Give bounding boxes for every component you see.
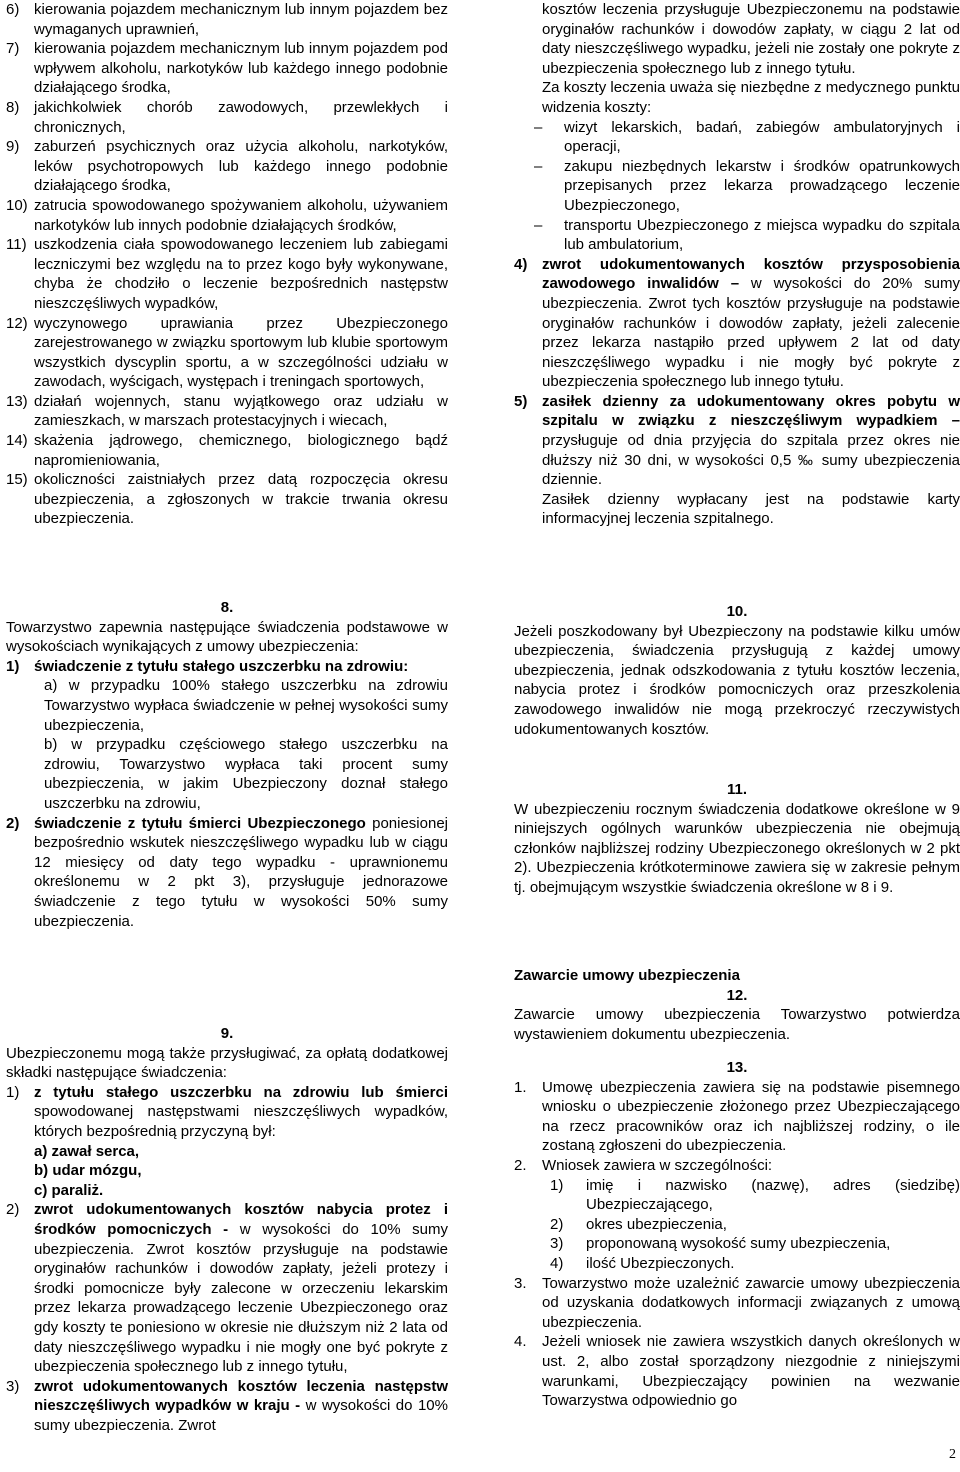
section-13-item-4: 4. Jeżeli wniosek nie zawiera wszystkich danych określonych w ust. 2, albo został sporządzony niezgodnie z niniejszymi warunkami, Ubezpieczający powinien na wezwanie Towarzystwa odpowiednio go [514, 1333, 960, 1410]
section-8-item-2: 2) świadczenie z tytułu śmierci Ubezpieczonego poniesionej bezpośrednio wskutek nieszczęśliwego wypadku lub w ciągu 12 miesięcy od daty tego wypadku - uprawnionemu określonemu w 2 pkt 3), przysługuje jednorazowe świadczenie z tego tytułu w wysokości 50% sumy ubezpieczenia. [6, 814, 449, 930]
exclusion-item-11: 11) uszkodzenia ciała spowodowanego leczeniem lub zabiegami leczniczymi bez względu na to przez kogo były wykonywane, chyba że chodziło o leczenie bezpośrednich następstw nieszczęśliwych wypadków, [6, 236, 448, 312]
section-9-item-2: 2) zwrot udokumentowanych kosztów nabycia protez i środków pomocniczych - w wysokości do 10% sumy ubezpieczenia. Zwrot kosztów przysługuje na podstawie oryginałów rachunków i dowodów zapłaty, jeżeli protezy i środki pomocnicze były zalecone w orzeczeniu lekarskim przez lekarza prowadzącego leczenie Ubezpieczonego oraz gdy koszty te poniesiono w okresie nie dłuższym niż 2 lata od daty nieszczęśliwego wypadku i nie mogły one być pokryte z ubezpieczenia społecznego lub z innego tytułu, [6, 1201, 449, 1376]
section-9-item-4: 4) zwrot udokumentowanych kosztów przysposobienia zawodowego inwalidów – w wysokości do 20% sumy ubezpieczenia. Zwrot tych kosztów przysługuje na podstawie oryginałów rachunków i dowodów zapłaty, jeżeli zalecenie przez lekarza nastąpiło przed upływem 2 lat od daty nieszczęśliwego wypadku i nie mogły być pokryte z ubezpieczenia społecznego lub innego tytułu. [514, 255, 960, 391]
section-9-sub-a: a) zawał serca, [34, 1142, 140, 1160]
section-13-item-1: 1. Umowę ubezpieczenia zawiera się na podstawie pisemnego wniosku o ubezpieczenie złożonego przez Ubezpieczającego na rzecz pracowników oraz ich najbliższej rodziny, o ile zostaną zgłoszeni do ubezpieczenia. [514, 1078, 960, 1155]
exclusion-item-13: 13) działań wojennych, stanu wyjątkowego oraz udziału w zamieszkach, w marszach protestacyjnych i wiecach, [6, 392, 448, 430]
section-10-number: 10. [726, 603, 748, 620]
exclusion-item-7: 7) kierowania pojazdem mechanicznym lub innym pojazdem pod wpływem alkoholu, narkotyków lub każdego innego podobnie działającego środka, [6, 40, 448, 97]
exclusion-item-8: 8) jakichkolwiek chorób zawodowych, przewlekłych i chronicznych, [6, 98, 448, 136]
section-8-item-1b: b) w przypadku częściowego stałego uszczerbku na zdrowiu, Towarzystwo wypłaca taki procent sumy ubezpieczenia, w jakim Ubezpieczony doznał stałego uszczerbku na zdrowiu, [44, 736, 448, 812]
item-3-continuation: kosztów leczenia przysługuje Ubezpieczonemu na podstawie oryginałów rachunków i dowodów zapłaty, w ciągu 2 lat od daty nieszczęśliwego wypadku, jeżeli nie zostały one pokryte z ubezpieczenia społecznego lub z innego tytułu. [542, 1, 960, 77]
exclusion-item-6: 6) kierowania pojazdem mechanicznym lub innym pojazdem bez wymaganych uprawnień, [6, 1, 448, 38]
section-12-number: 12. [726, 986, 748, 1004]
section-9 [6, 1024, 448, 1435]
page-number: 2 [949, 1447, 956, 1462]
exclusions-list [6, 0, 448, 529]
section-9-item-5-note: Zasiłek dzienny wypłacany jest na podstawie karty informacyjnej leczenia szpitalnego. [542, 490, 960, 528]
section-13-sub-2: 2) okres ubezpieczenia, [550, 1215, 727, 1233]
section-13 [514, 1058, 960, 1411]
section-13-item-2: 2. Wniosek zawiera w szczególności: [514, 1156, 773, 1174]
section-10 [514, 602, 960, 739]
exclusion-item-10: 10) zatrucia spowodowanego spożywaniem alkoholu, używaniem narkotyków lub innych podobnie działających środków, [6, 196, 448, 234]
section-8-item-1: 1) świadczenie z tytułu stałego uszczerbku na zdrowiu: [6, 657, 409, 675]
section-13-item-3: 3. Towarzystwo może uzależnić zawarcie umowy ubezpieczenia od uzyskania dodatkowych informacji związanych z umową ubezpieczenia. [514, 1274, 960, 1331]
section-8-item-1a: a) w przypadku 100% stałego uszczerbku na zdrowiu Towarzystwo wypłaca świadczenie w pełnej wysokości sumy ubezpieczenia, [44, 677, 448, 734]
section-11-text: W ubezpieczeniu rocznym świadczenia dodatkowe określone w 9 niniejszych ogólnych warunków ubezpieczenia nie obejmują członków najbliższej rodziny Ubezpieczonego określonych w 2 pkt 2). Ubezpieczenia krótkoterminowe zawiera się w zakresie pełnym tj. obejmującym wszystkie świadczenia określone w 8 i 9. [514, 800, 960, 896]
exclusion-item-15: 15) okoliczności zaistniałych przez datą rozpoczęcia okresu ubezpieczenia, a zgłoszonych w trakcie trwania okresu ubezpieczenia. [6, 471, 448, 528]
cost-item-medicines: – zakupu niezbędnych lekarstw i środków opatrunkowych przepisanych przez lekarza prowadzącego leczenie Ubezpieczonego, [534, 157, 960, 214]
section-9-item-3: 3) zwrot udokumentowanych kosztów leczenia następstw nieszczęśliwych wypadków w kraju - w wysokości do 10% sumy ubezpieczenia. Zwrot [6, 1377, 448, 1434]
section-13-sub-3: 3) proponowaną wysokość sumy ubezpieczenia, [550, 1235, 891, 1253]
costs-intro: Za koszty leczenia uważa się niezbędne z medycznego punktu widzenia koszty: [542, 79, 960, 116]
section-11 [514, 780, 960, 898]
section-13-sub-4: 4) ilość Ubezpieczonych. [550, 1254, 735, 1272]
agreement-heading: Zawarcie umowy ubezpieczenia [514, 967, 740, 984]
section-8-number: 8. [220, 599, 234, 616]
section-12 [514, 966, 960, 1044]
section-9-number: 9. [220, 1025, 234, 1042]
section-10-text: Jeżeli poszkodowany był Ubezpieczony na podstawie kilku umów ubezpieczenia, świadczenia przysługują z każdej umowy ubezpieczenia, jednak odszkodowania z tytułu kosztów leczenia, nabycia protez i środków pomocniczych oraz przeszkolenia zawodowego inwalidów nie mogą przekroczyć rzeczywistych udokumentowanych kosztów. [514, 622, 960, 738]
section-9-continued [514, 0, 960, 529]
section-12-text: Zawarcie umowy ubezpieczenia Towarzystwo potwierdza wystawieniem dokumentu ubezpieczenia. [514, 1006, 960, 1043]
section-9-sub-c: c) paraliż. [34, 1181, 104, 1199]
section-9-sub-b: b) udar mózgu, [34, 1162, 142, 1180]
section-13-sub-1: 1) imię i nazwisko (nazwę), adres (siedzibę) Ubezpieczającego, [550, 1176, 960, 1214]
cost-item-transport: – transportu Ubezpieczonego z miejsca wypadku do szpitala lub ambulatorium, [534, 216, 960, 254]
section-9-intro: Ubezpieczonemu mogą także przysługiwać, za opłatą dodatkowej składki następujące świadczenia: [6, 1044, 448, 1082]
exclusion-item-12: 12) wyczynowego uprawiania przez Ubezpieczonego zarejestrowanego w związku sportowym lub klubie sportowym wszystkich dyscyplin sportu, a w szczególności udziału w zawodach, wyścigach, występach i treningach sportowych, [6, 314, 448, 391]
section-8 [6, 598, 448, 931]
section-9-item-1: 1) z tytułu stałego uszczerbku na zdrowiu lub śmierci spowodowanej następstwami nieszczęśliwych wypadków, których bezpośrednią przyczyną był: [6, 1083, 448, 1140]
exclusion-item-14: 14) skażenia jądrowego, chemicznego, biologicznego bądź napromieniowania, [6, 432, 448, 469]
section-13-number: 13. [726, 1059, 748, 1076]
cost-item-visits: – wizyt lekarskich, badań, zabiegów ambulatoryjnych i operacji, [534, 118, 960, 156]
exclusion-item-9: 9) zaburzeń psychicznych oraz użycia alkoholu, narkotyków, leków psychotropowych lub każdego innego podobnie działającego środka, [6, 138, 448, 195]
section-9-item-5: 5) zasiłek dzienny za udokumentowany okres pobytu w szpitalu w związku z nieszczęśliwym wypadkiem – przysługuje od dnia przyjęcia do szpitala przez okres nie dłuższy niż 30 dni, w wysokości 0,5 ‰ sumy ubezpieczenia dziennie. [514, 392, 960, 489]
section-8-intro: Towarzystwo zapewnia następujące świadczenia podstawowe w wysokościach wynikających z umowy ubezpieczenia: [6, 618, 448, 656]
section-11-number: 11. [726, 781, 748, 798]
